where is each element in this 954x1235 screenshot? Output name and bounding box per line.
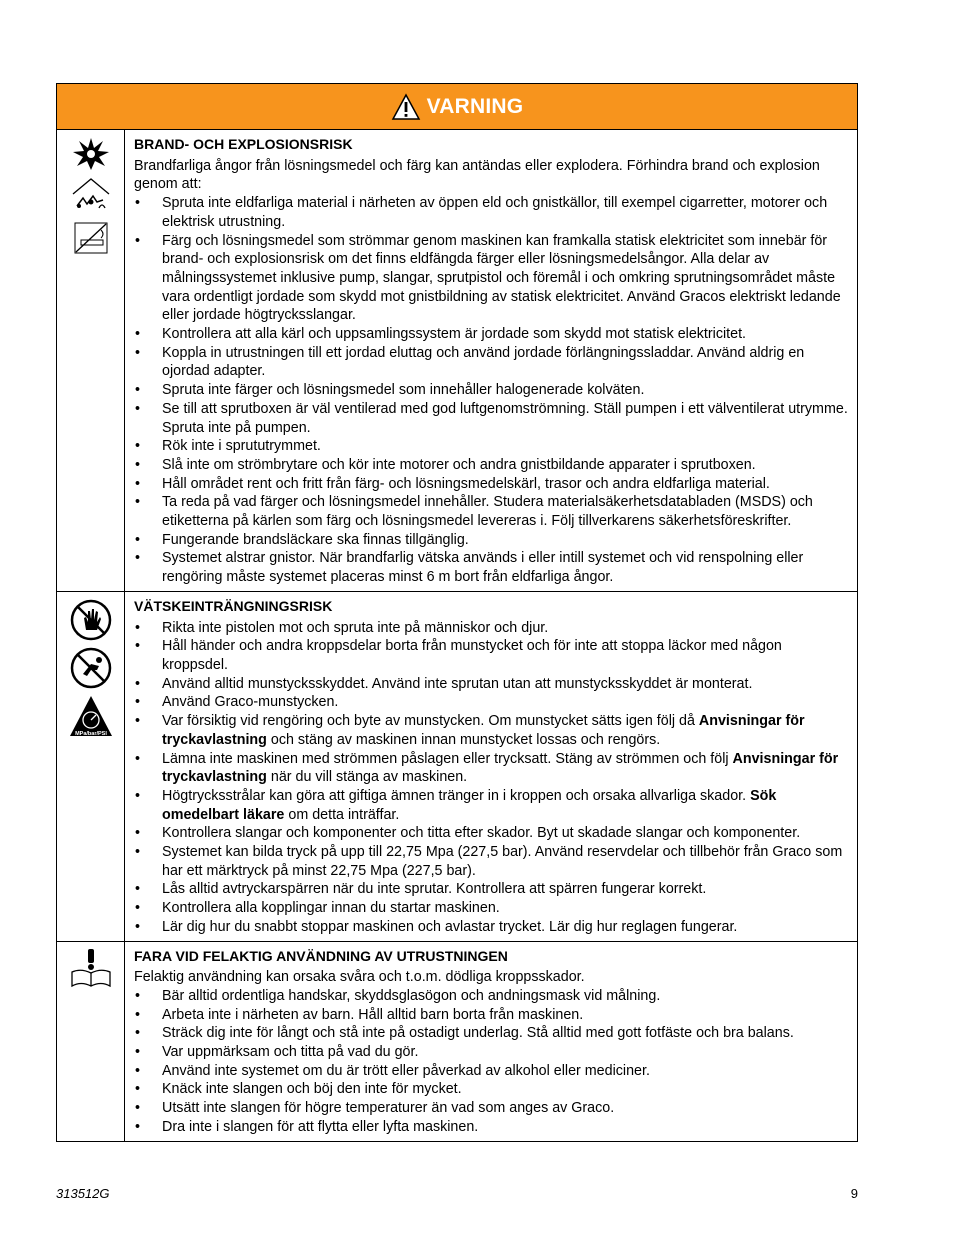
- warning-triangle-icon: [391, 93, 421, 121]
- list-item: • Spruta inte eldfarliga material i närheten av öppen eld och gnistkällor, till exempel cigarretter, motorer och elektrisk utrustning.: [134, 194, 849, 231]
- list-item: • Ta reda på vad färger och lösningsmedel innehåller. Studera materialsäkerhetsdatabladen (MSDS) och etiketterna på kärlen som färg och lösningsmedel levereras i. Följ tillverkarens säkerhetsföreskrifter.: [134, 493, 849, 530]
- section-icons: [57, 130, 125, 591]
- list-item: • Koppla in utrustningen till ett jordad eluttag och använd jordade förlängningssladdar. Använd aldrig en ojordad adapter.: [134, 344, 849, 381]
- list-item: • Rök inte i sprututrymmet.: [134, 437, 849, 456]
- document-number: 313512G: [56, 1186, 110, 1201]
- list-item: • Se till att sprutboxen är väl ventilerad med god luftgenomströmning. Ställ pumpen i ett välventilerat utrymme. Spruta inte på pumpen.: [134, 400, 849, 437]
- list-item: [134, 693, 849, 712]
- list-item: [134, 675, 849, 694]
- warning-header: [57, 84, 857, 130]
- list-item: [134, 750, 849, 787]
- section-intro: Felaktig användning kan orsaka svåra och t.o.m. dödliga kroppsskador.: [134, 969, 585, 986]
- text-run: Rikta inte pistolen mot och spruta inte på människor och djur.: [162, 619, 549, 636]
- fire-house-icon: [69, 176, 113, 216]
- list-item: [134, 880, 849, 899]
- bullet-list: [134, 194, 849, 587]
- text-run: Högtrycksstrålar kan göra att giftiga ämnen tränger in i kroppen och orsaka allvarliga skador.: [162, 787, 751, 804]
- list-item: • Färg och lösningsmedel som strömmar genom maskinen kan framkalla statisk elektricitet som innebär för brand- och explosionsrisk om det finns eldfängda färger eller lösningsmedelsångor. Alla delar av målningssystemet inklusive pump, slangar, sprutpistol och föremål i och omkring sprutningsområdet måste vara ordentligt jordade som skydd mot gnistbildning av statisk elektricitet. Använd Gracos elektriskt ledande eller jordade högtrycksslangar.: [134, 232, 849, 326]
- list-item: • Var uppmärksam och titta på vad du gör.: [134, 1043, 849, 1062]
- text-run: Lås alltid avtryckarspärren när du inte sprutar. Kontrollera att spärren fungerar korrekt.: [162, 881, 707, 898]
- bullet-list: [134, 987, 849, 1137]
- section-icons: [57, 592, 125, 941]
- list-item: • Spruta inte färger och lösningsmedel som innehåller halogenerade kolväten.: [134, 381, 849, 400]
- explosion-icon: [71, 136, 111, 172]
- bullet-list: [134, 619, 849, 937]
- text-run: Håll händer och andra kroppsdelar borta från munstycket och för inte att stoppa läckor med någon kroppsdel.: [162, 638, 782, 673]
- list-item: [134, 712, 849, 749]
- text-run: Lämna inte maskinen med strömmen påslagen eller trycksatt. Stäng av strömmen och följ: [162, 750, 733, 767]
- pressure-label: MPa/bar/PSI: [74, 730, 107, 737]
- text-run: när du vill stänga av maskinen.: [266, 769, 468, 786]
- section-misuse: [57, 942, 857, 1141]
- section-text: [125, 942, 857, 1141]
- pressure-hazard-icon: [68, 694, 114, 738]
- bold-text: Sök omedelbart läkare: [162, 787, 777, 823]
- text-run: Använd Graco-munstycken.: [162, 694, 339, 711]
- text-run: om detta inträffar.: [284, 806, 400, 823]
- list-item: • Slå inte om strömbrytare och kör inte motorer och andra gnistbildande apparater i sprutboxen.: [134, 456, 849, 475]
- warning-title: VARNING: [426, 94, 524, 118]
- section-icons: [57, 942, 125, 1141]
- list-item: • Bär alltid ordentliga handskar, skyddsglasögon och andningsmask vid målning.: [134, 987, 849, 1006]
- read-manual-icon: [69, 948, 113, 988]
- section-intro: Brandfarliga ångor från lösningsmedel och färg kan antändas eller explodera. Förhindra brand och explosion genom att:: [134, 157, 820, 193]
- list-item: • Håll området rent och fritt från färg- och lösningsmedelskärl, trasor och andra eldfarliga material.: [134, 475, 849, 494]
- bold-text: Anvisningar för tryckavlastning: [162, 713, 805, 748]
- text-run: Systemet kan bilda tryck på upp till 22,75 Mpa (227,5 bar). Använd reservdelar och tillbehör från Graco som har ett märktryck på minst 22,75 Mpa (227,5 bar).: [162, 844, 843, 879]
- list-item: [134, 899, 849, 918]
- text-run: Lär dig hur du snabbt stoppar maskinen och avlastar trycket. Lär dig hur reglagen fungerar.: [162, 918, 738, 935]
- section-text: [125, 592, 857, 941]
- list-item: • Använd inte systemet om du är trött eller påverkad av alkohol eller mediciner.: [134, 1062, 849, 1081]
- no-hand-icon: [69, 598, 113, 642]
- no-spray-person-icon: [69, 646, 113, 690]
- section-title: FARA VID FELAKTIG ANVÄNDNING AV UTRUSTNINGEN: [134, 947, 508, 964]
- list-item: • Dra inte i slangen för att flytta eller lyfta maskinen.: [134, 1118, 849, 1137]
- section-title: VÄTSKEINTRÄNGNINGSRISK: [134, 597, 333, 614]
- bold-text: Anvisningar för tryckavlastning: [162, 750, 839, 786]
- list-item: • Utsätt inte slangen för högre temperaturer än vad som anges av Graco.: [134, 1099, 849, 1118]
- section-fluid-injection: [57, 592, 857, 942]
- text-run: och stäng av maskinen innan munstycket lossas och rengörs.: [266, 731, 661, 748]
- text-run: Kontrollera slangar och komponenter och titta efter skador. Byt ut skadade slangar och komponenter.: [162, 825, 801, 842]
- text-run: Kontrollera alla kopplingar innan du startar maskinen.: [162, 900, 500, 917]
- list-item: [134, 824, 849, 843]
- list-item: • Kontrollera att alla kärl och uppsamlingssystem är jordade som skydd mot statisk elektricitet.: [134, 325, 849, 344]
- text-run: Var försiktig vid rengöring och byte av munstycken. Om munstycket sätts igen följ då: [162, 713, 699, 730]
- list-item: [134, 843, 849, 880]
- text-run: Använd alltid munstycksskyddet. Använd inte sprutan utan att munstycksskyddet är monterat.: [162, 675, 753, 692]
- list-item: [134, 637, 849, 674]
- section-title: BRAND- OCH EXPLOSIONSRISK: [134, 136, 353, 152]
- section-fire-explosion: [57, 130, 857, 592]
- section-text: [125, 130, 857, 591]
- list-item: • Fungerande brandsläckare ska finnas tillgänglig.: [134, 531, 849, 550]
- list-item: [134, 918, 849, 937]
- list-item: • Arbeta inte i närheten av barn. Håll alltid barn borta från maskinen.: [134, 1006, 849, 1025]
- list-item: [134, 787, 849, 824]
- list-item: [134, 619, 849, 638]
- list-item: • Systemet alstrar gnistor. När brandfarlig vätska används i eller intill systemet och vid renspolning eller rengöring måste systemet placeras minst 6 m bort från eldfarliga ångor.: [134, 549, 849, 586]
- page-number: 9: [850, 1186, 858, 1201]
- list-item: • Knäck inte slangen och böj den inte för mycket.: [134, 1080, 849, 1099]
- no-smoking-icon: [71, 220, 111, 256]
- warning-table: [56, 83, 858, 1142]
- list-item: • Sträck dig inte för långt och stå inte på ostadigt underlag. Stå alltid med gott fotfäste och bra balans.: [134, 1024, 849, 1043]
